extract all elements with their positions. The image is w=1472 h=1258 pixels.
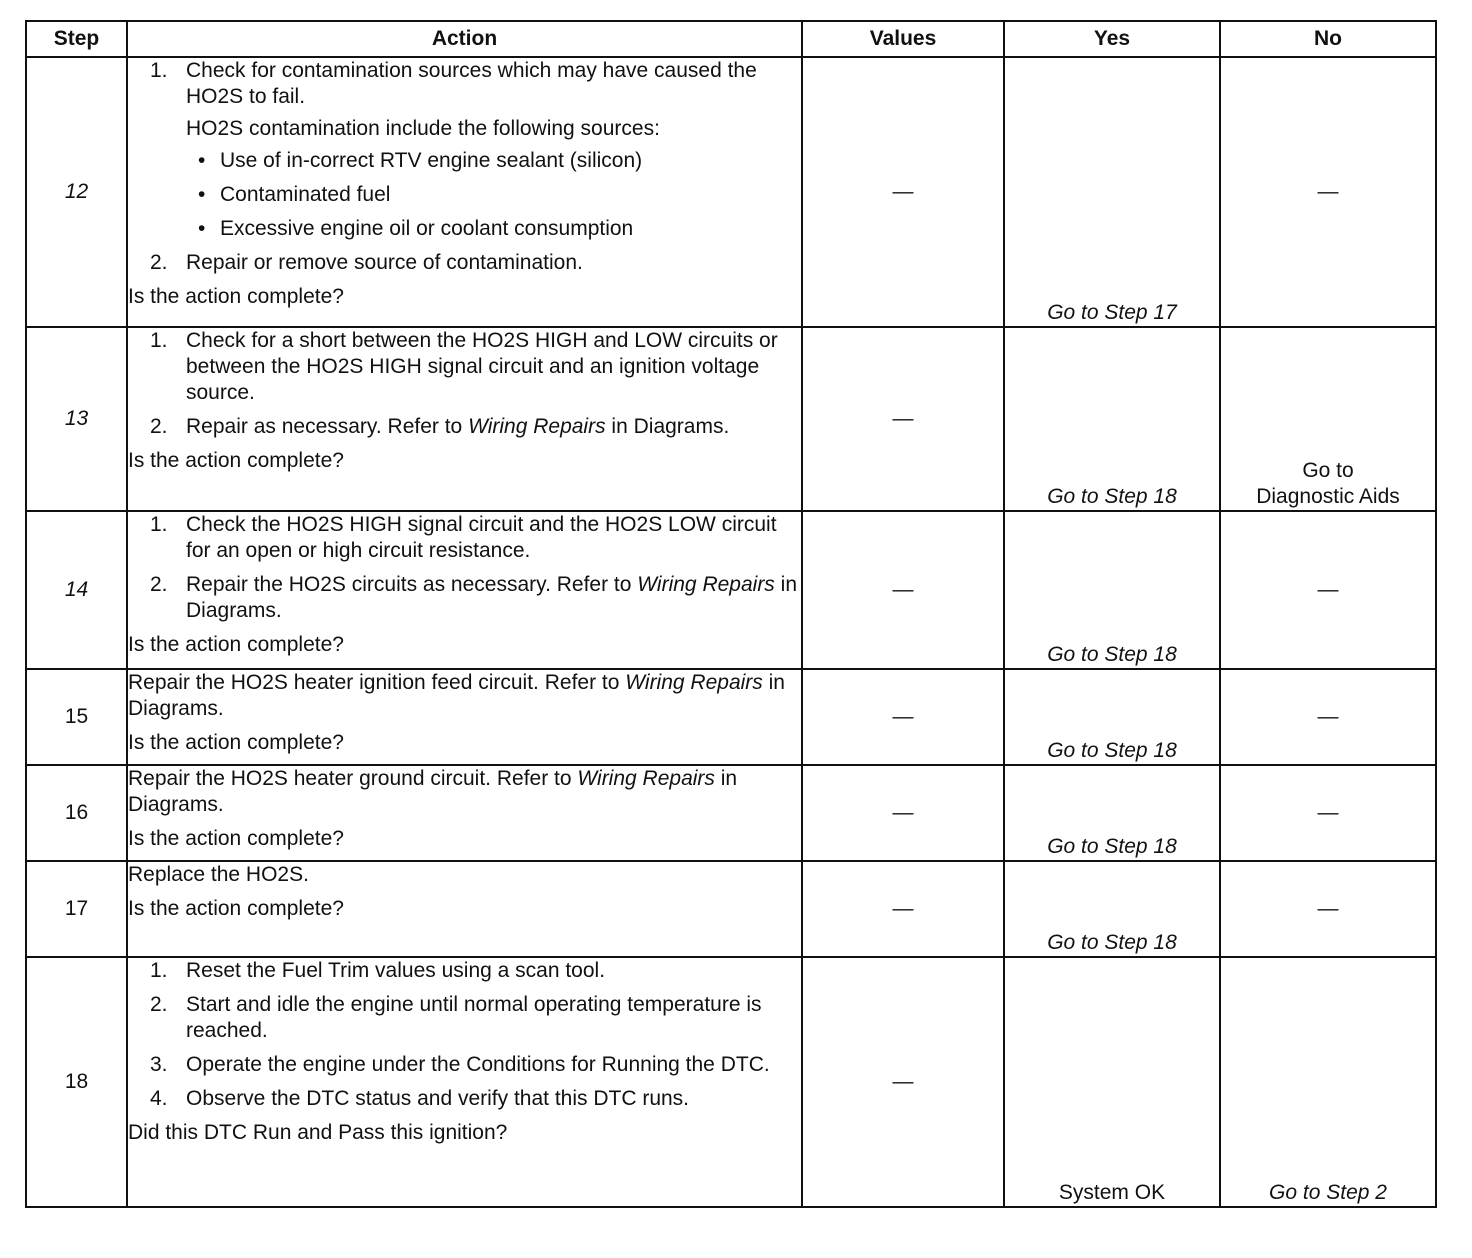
header-yes: Yes [1004, 21, 1220, 57]
header-values: Values [802, 21, 1004, 57]
action-substep [128, 328, 801, 406]
yes-cell: Go to Step 17 [1004, 57, 1220, 327]
step-number: 14 [26, 511, 127, 669]
action-question: Is the action complete? [128, 897, 344, 920]
table-row-step-18 [26, 957, 1436, 1207]
step-number: 17 [26, 861, 127, 957]
step-number: 15 [26, 669, 127, 765]
substep-text: Repair the HO2S circuits as necessary. Refer to [186, 573, 638, 596]
wiring-repairs-ref: Wiring Repairs [637, 573, 775, 596]
action-cell [127, 669, 802, 765]
contamination-list [186, 148, 801, 242]
action-text: Repair the HO2S heater ignition feed circuit. Refer to Wiring Repairs in Diagrams. [128, 671, 785, 720]
bullet-text: Use of in-correct RTV engine sealant (silicon) [220, 149, 643, 172]
table-row-step-14 [26, 511, 1436, 669]
header-step: Step [26, 21, 127, 57]
action-cell [127, 327, 802, 511]
yes-cell: Go to Step 18 [1004, 669, 1220, 765]
action-substep [128, 1086, 801, 1112]
yes-cell: Go to Step 18 [1004, 511, 1220, 669]
action-substep [128, 572, 801, 624]
yes-cell: System OK [1004, 957, 1220, 1207]
substep-text: Repair as necessary. Refer to [186, 415, 469, 438]
action-substep [128, 414, 801, 440]
wiring-repairs-ref: Wiring Repairs [577, 767, 715, 790]
action-question: Did this DTC Run and Pass this ignition? [128, 1121, 508, 1144]
substep-text: Start and idle the engine until normal operating temperature is reached. [186, 993, 762, 1042]
action-cell [127, 511, 802, 669]
table-row-step-12 [26, 57, 1436, 327]
action-substep [128, 992, 801, 1044]
values-cell: — [802, 957, 1004, 1207]
no-cell: — [1220, 57, 1436, 327]
no-cell: — [1220, 765, 1436, 861]
substep-text-tail: in Diagrams. [605, 415, 730, 438]
action-substep [128, 512, 801, 564]
substep-text-tail: in Diagrams. [186, 573, 797, 622]
step-number: 18 [26, 957, 127, 1207]
wiring-repairs-ref: Wiring Repairs [468, 415, 606, 438]
action-question: Is the action complete? [128, 731, 344, 754]
no-line-2: Diagnostic Aids [1256, 485, 1400, 508]
yes-cell: Go to Step 18 [1004, 327, 1220, 511]
substep-text: Observe the DTC status and verify that this DTC runs. [186, 1087, 690, 1110]
values-cell: — [802, 511, 1004, 669]
action-substep [128, 958, 801, 984]
substep-number: 2. [150, 415, 168, 438]
bullet-text: Excessive engine oil or coolant consumption [220, 217, 634, 240]
substep-text: Check the HO2S HIGH signal circuit and the HO2S LOW circuit for an open or high circuit resistance. [186, 513, 777, 562]
substep-number: 2. [150, 573, 168, 596]
yes-cell: Go to Step 18 [1004, 861, 1220, 957]
action-cell [127, 861, 802, 957]
list-item: • Contaminated fuel [198, 183, 391, 206]
no-cell: — [1220, 861, 1436, 957]
action-cell [127, 957, 802, 1207]
action-text: Repair the HO2S heater ground circuit. Refer to Wiring Repairs in Diagrams. [128, 767, 738, 816]
substep-number: 3. [150, 1053, 168, 1076]
action-question: Is the action complete? [128, 827, 344, 850]
values-cell: — [802, 327, 1004, 511]
substep-text: Check for a short between the HO2S HIGH and LOW circuits or between the HO2S HIGH signal circuit and an ignition voltage source. [186, 329, 778, 404]
substep-number: 4. [150, 1087, 168, 1110]
action-cell [127, 57, 802, 327]
substep-number: 2. [150, 251, 168, 274]
table-row-step-13 [26, 327, 1436, 511]
table-row-step-16 [26, 765, 1436, 861]
substep-number: 1. [150, 59, 168, 82]
header-row [26, 21, 1436, 57]
list-item: • Excessive engine oil or coolant consumption [198, 217, 634, 240]
action-substep [128, 1052, 801, 1078]
step-number: 16 [26, 765, 127, 861]
values-cell: — [802, 861, 1004, 957]
diagnostic-table [25, 20, 1437, 1208]
header-no: No [1220, 21, 1436, 57]
values-cell: — [802, 57, 1004, 327]
values-cell: — [802, 669, 1004, 765]
substep-text: Repair or remove source of contamination. [186, 251, 583, 274]
no-line-1: Go to [1302, 459, 1354, 482]
values-cell: — [802, 765, 1004, 861]
substep-number: 1. [150, 959, 168, 982]
action-question: Is the action complete? [128, 285, 344, 308]
header-action: Action [127, 21, 802, 57]
action-question: Is the action complete? [128, 449, 344, 472]
no-cell [1220, 327, 1436, 511]
step-number: 12 [26, 57, 127, 327]
table-row-step-15 [26, 669, 1436, 765]
substep-number: 1. [150, 513, 168, 536]
substep-text: Check for contamination sources which may have caused the HO2S to fail. [186, 59, 757, 108]
list-item: • Use of in-correct RTV engine sealant (silicon) [198, 149, 643, 172]
contamination-intro: HO2S contamination include the following sources: [186, 117, 660, 140]
bullet-text: Contaminated fuel [220, 183, 391, 206]
yes-cell: Go to Step 18 [1004, 765, 1220, 861]
substep-number: 2. [150, 993, 168, 1016]
substep-number: 1. [150, 329, 168, 352]
no-cell: — [1220, 669, 1436, 765]
action-substep [128, 58, 801, 242]
action-substep [128, 250, 801, 276]
action-question: Is the action complete? [128, 633, 344, 656]
substep-text: Reset the Fuel Trim values using a scan tool. [186, 959, 606, 982]
no-cell: — [1220, 511, 1436, 669]
substep-text: Operate the engine under the Conditions for Running the DTC. [186, 1053, 770, 1076]
action-text: Replace the HO2S. [128, 863, 309, 886]
no-cell: Go to Step 2 [1220, 957, 1436, 1207]
wiring-repairs-ref: Wiring Repairs [625, 671, 763, 694]
action-cell [127, 765, 802, 861]
table-row-step-17 [26, 861, 1436, 957]
step-number: 13 [26, 327, 127, 511]
